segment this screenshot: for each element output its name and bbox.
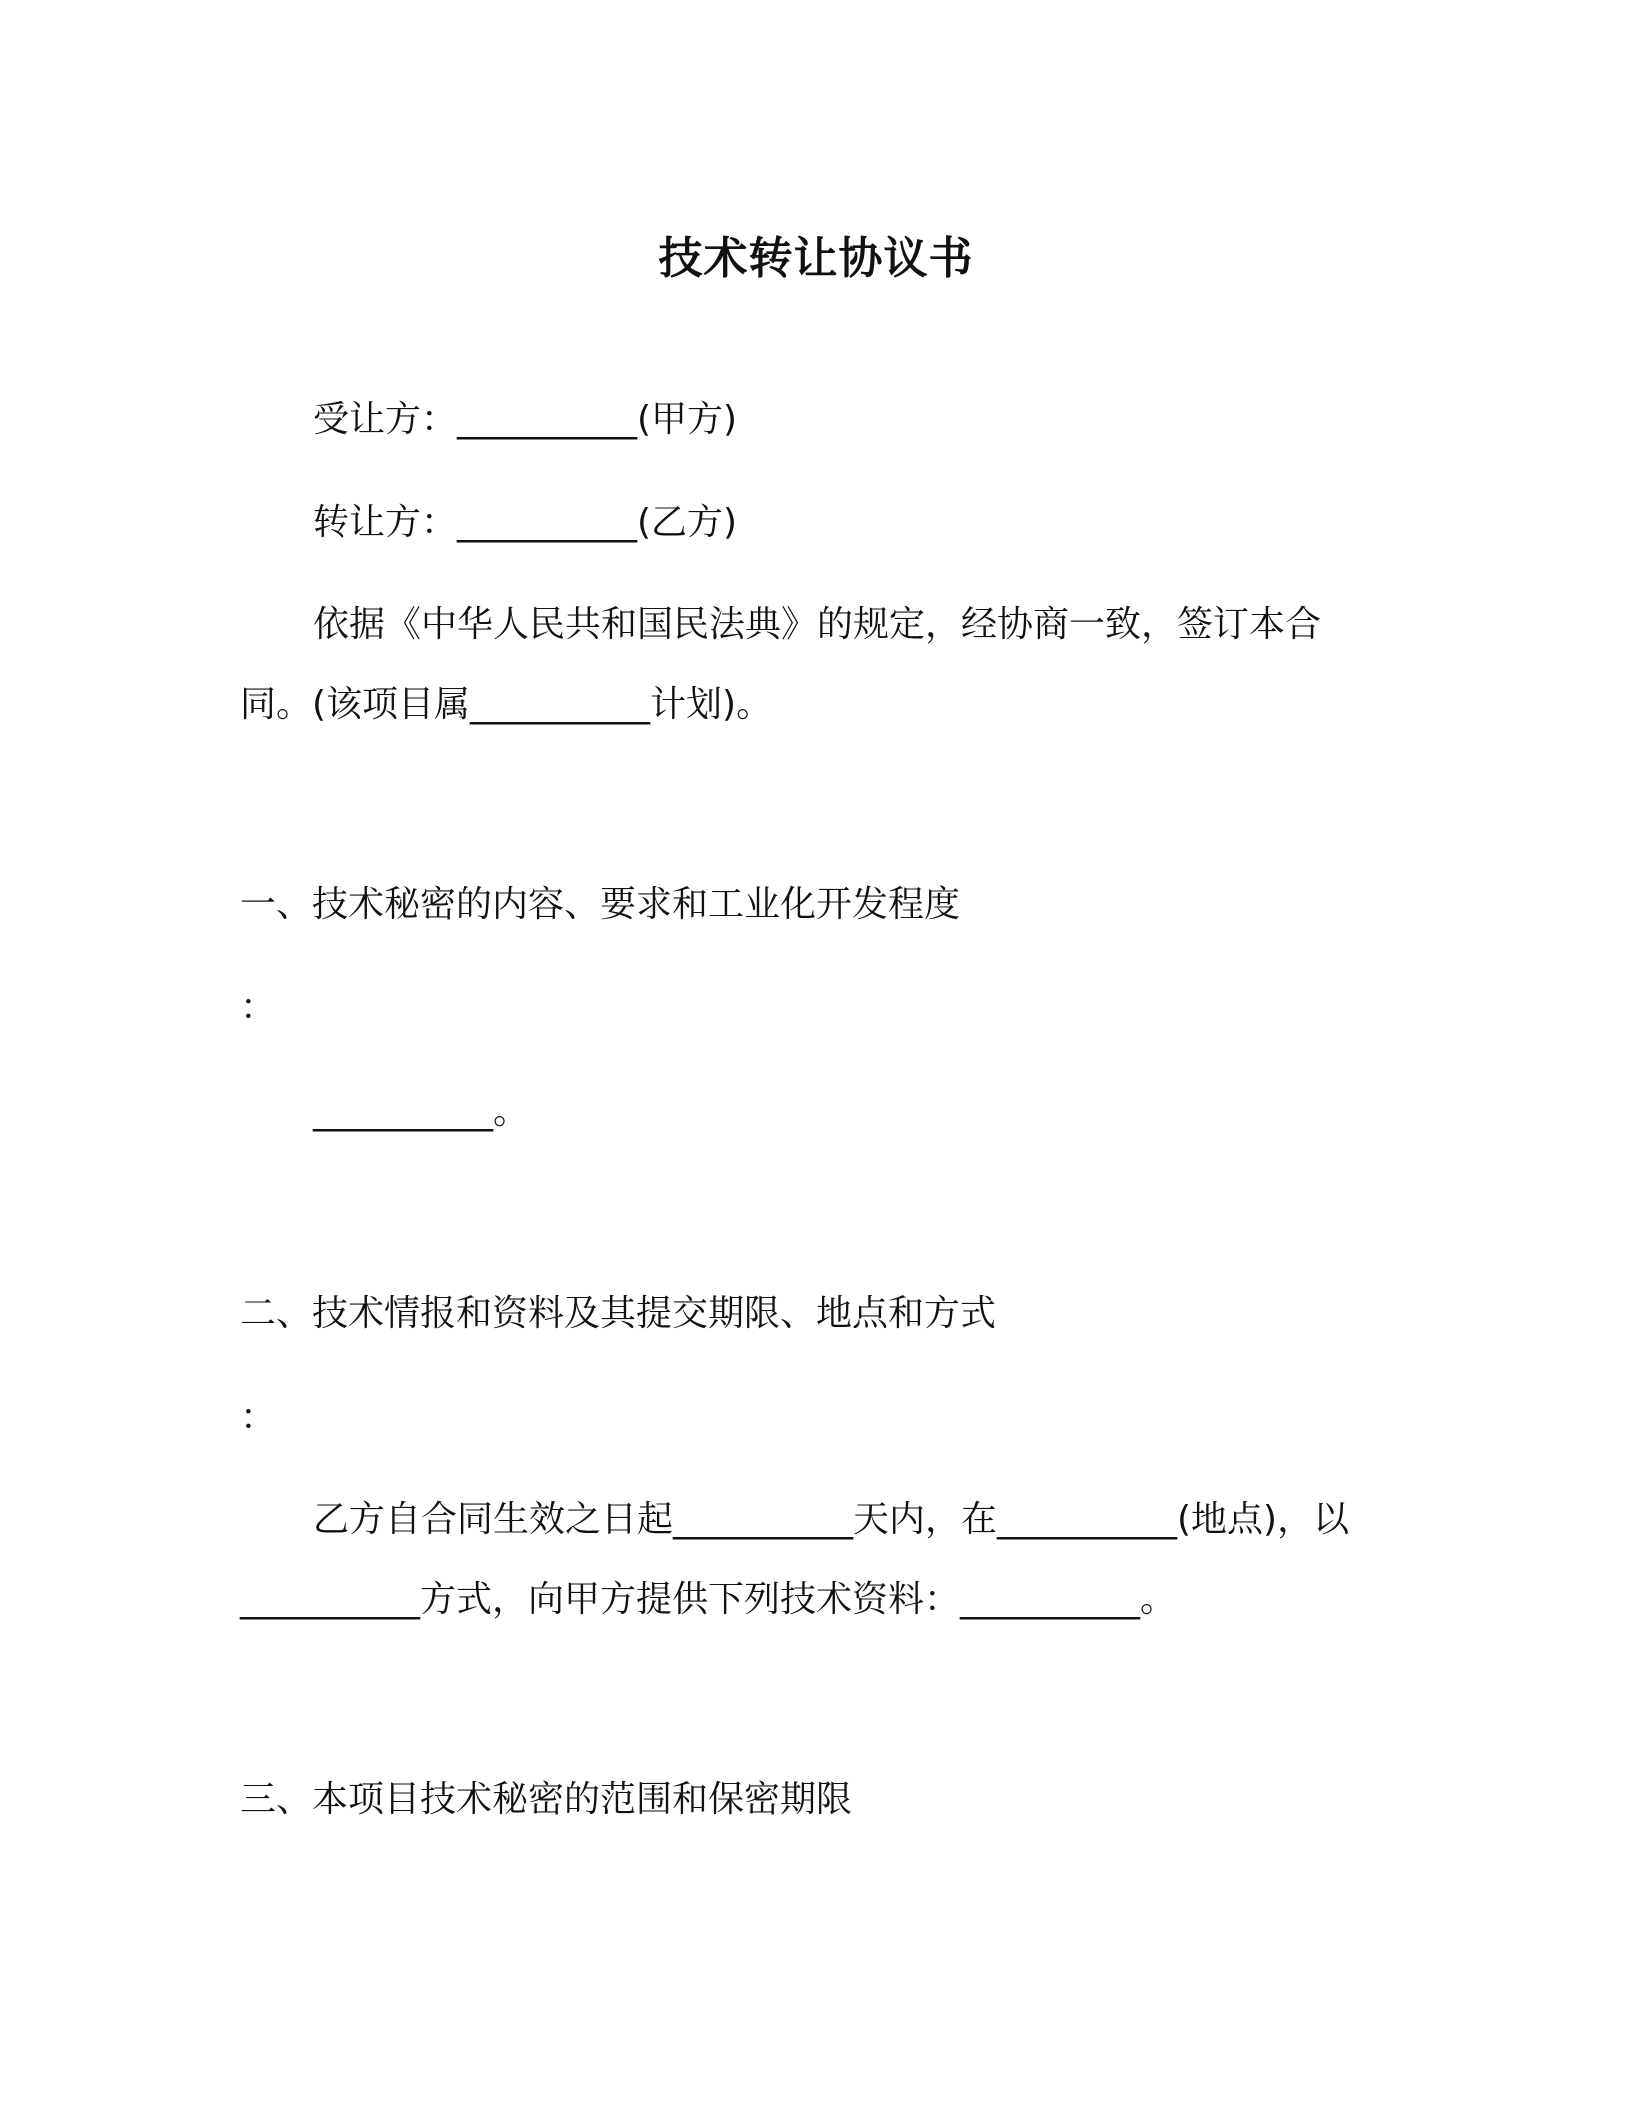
section-2-body-line-1: 乙方自合同生效之日起__________天内，在__________(地点)，以 — [313, 1499, 1350, 1540]
section-2-body-line-2: __________方式，向甲方提供下列技术资料：__________。 — [240, 1579, 1177, 1620]
section-1-heading: 一、技术秘密的内容、要求和工业化开发程度 — [240, 884, 961, 925]
section-2-heading: 二、技术情报和资料及其提交期限、地点和方式 — [240, 1293, 997, 1334]
preamble-line-1: 依据《中华人民共和国民法典》的规定，经协商一致，签订本合 — [313, 604, 1322, 645]
section-3-heading: 三、本项目技术秘密的范围和保密期限 — [240, 1779, 853, 1820]
party-b-line: 转让方：__________(乙方) — [313, 502, 738, 543]
section-1-colon: ： — [240, 987, 277, 1028]
section-1-body: __________。 — [313, 1091, 530, 1132]
document-title: 技术转让协议书 — [658, 233, 974, 284]
party-a-line: 受让方：__________(甲方) — [313, 399, 738, 440]
section-2-colon: ： — [240, 1397, 277, 1438]
preamble-line-2: 同。(该项目属__________计划)。 — [240, 684, 773, 725]
